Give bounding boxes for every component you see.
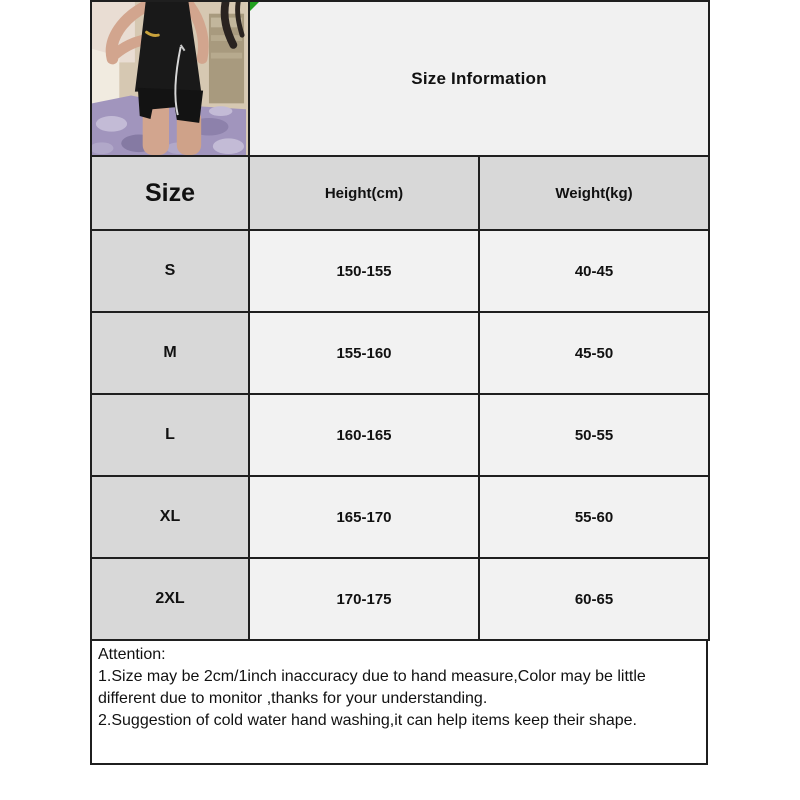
height-value: 160-165 <box>249 394 479 476</box>
size-table <box>90 0 710 641</box>
top-row <box>91 1 709 156</box>
size-information-title-cell <box>249 1 709 156</box>
table-header-row <box>91 156 709 230</box>
weight-value: 40-45 <box>479 230 709 312</box>
height-value: 150-155 <box>249 230 479 312</box>
product-photo-illustration <box>92 2 246 155</box>
table-row <box>91 394 709 476</box>
size-label: M <box>91 312 249 394</box>
page-title: Size Information <box>411 68 547 88</box>
cell-corner-marker <box>250 2 259 11</box>
height-value: 165-170 <box>249 476 479 558</box>
product-photo <box>91 1 249 156</box>
column-header-size: Size <box>91 156 249 230</box>
height-value: 170-175 <box>249 558 479 640</box>
size-label: S <box>91 230 249 312</box>
weight-value: 55-60 <box>479 476 709 558</box>
column-header-weight: Weight(kg) <box>479 156 709 230</box>
size-label: 2XL <box>91 558 249 640</box>
size-label: L <box>91 394 249 476</box>
weight-value: 60-65 <box>479 558 709 640</box>
attention-heading: Attention: <box>98 646 166 663</box>
weight-value: 50-55 <box>479 394 709 476</box>
height-value: 155-160 <box>249 312 479 394</box>
table-row <box>91 476 709 558</box>
table-row <box>91 558 709 640</box>
size-chart-sheet <box>90 0 708 765</box>
table-row <box>91 312 709 394</box>
attention-note-1: 1.Size may be 2cm/1inch inaccuracy due to hand measure,Color may be little different due to monitor ,thanks for your understanding. <box>98 668 646 707</box>
column-header-height: Height(cm) <box>249 156 479 230</box>
weight-value: 45-50 <box>479 312 709 394</box>
attention-note <box>90 639 708 765</box>
table-row <box>91 230 709 312</box>
attention-note-2: 2.Suggestion of cold water hand washing,it can help items keep their shape. <box>98 712 637 729</box>
size-label: XL <box>91 476 249 558</box>
